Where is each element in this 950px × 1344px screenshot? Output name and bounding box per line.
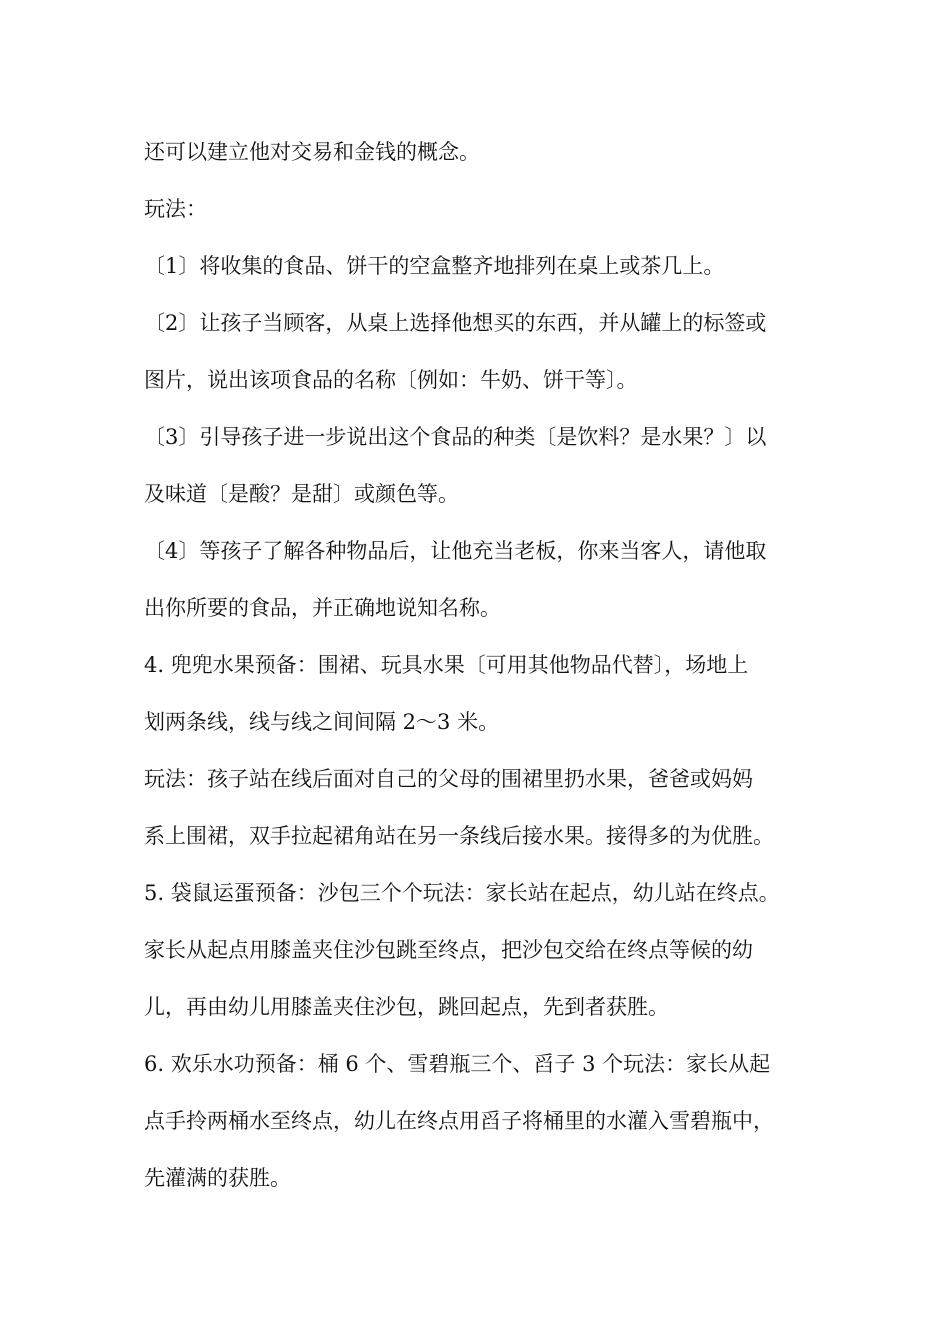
text-line: 玩法：孩子站在线后面对自己的父母的围裙里扔水果，爸爸或妈妈 [144,767,753,791]
text-line: 6. 欢乐水功预备：桶 6 个、雪碧瓶三个、舀子 3 个玩法：家长从起 [144,1052,771,1076]
text-line: 出你所要的食品，并正确地说知名称。 [144,596,501,620]
text-line: 儿，再由幼儿用膝盖夹住沙包，跳回起点，先到者获胜。 [144,995,669,1019]
text-line: 4. 兜兜水果预备：围裙、玩具水果〔可用其他物品代替〕，场地上 [144,653,749,677]
text-line: 先灌满的获胜。 [144,1166,291,1190]
text-line: 〔1〕将收集的食品、饼干的空盒整齐地排列在桌上或茶几上。 [144,254,725,278]
text-line: 及味道〔是酸？是甜〕或颜色等。 [144,482,459,506]
text-line: 图片，说出该项食品的名称〔例如：牛奶、饼干等〕。 [144,368,638,392]
text-line: 玩法： [144,197,207,221]
text-line: 点手拎两桶水至终点，幼儿在终点用舀子将桶里的水灌入雪碧瓶中， [144,1109,774,1133]
text-line: 〔2〕让孩子当顾客，从桌上选择他想买的东西，并从罐上的标签或 [144,311,767,335]
text-line: 〔4〕等孩子了解各种物品后，让他充当老板，你来当客人，请他取 [144,539,767,563]
text-line: 系上围裙，双手拉起裙角站在另一条线后接水果。接得多的为优胜。 [144,824,774,848]
text-line: 〔3〕引导孩子进一步说出这个食品的种类〔是饮料？是水果？〕以 [144,425,767,449]
text-line: 划两条线，线与线之间间隔 2～3 米。 [144,710,500,734]
text-line: 还可以建立他对交易和金钱的概念。 [144,140,480,164]
text-line: 5. 袋鼠运蛋预备：沙包三个个玩法：家长站在起点，幼儿站在终点。 [144,881,780,905]
text-line: 家长从起点用膝盖夹住沙包跳至终点，把沙包交给在终点等候的幼 [144,938,753,962]
